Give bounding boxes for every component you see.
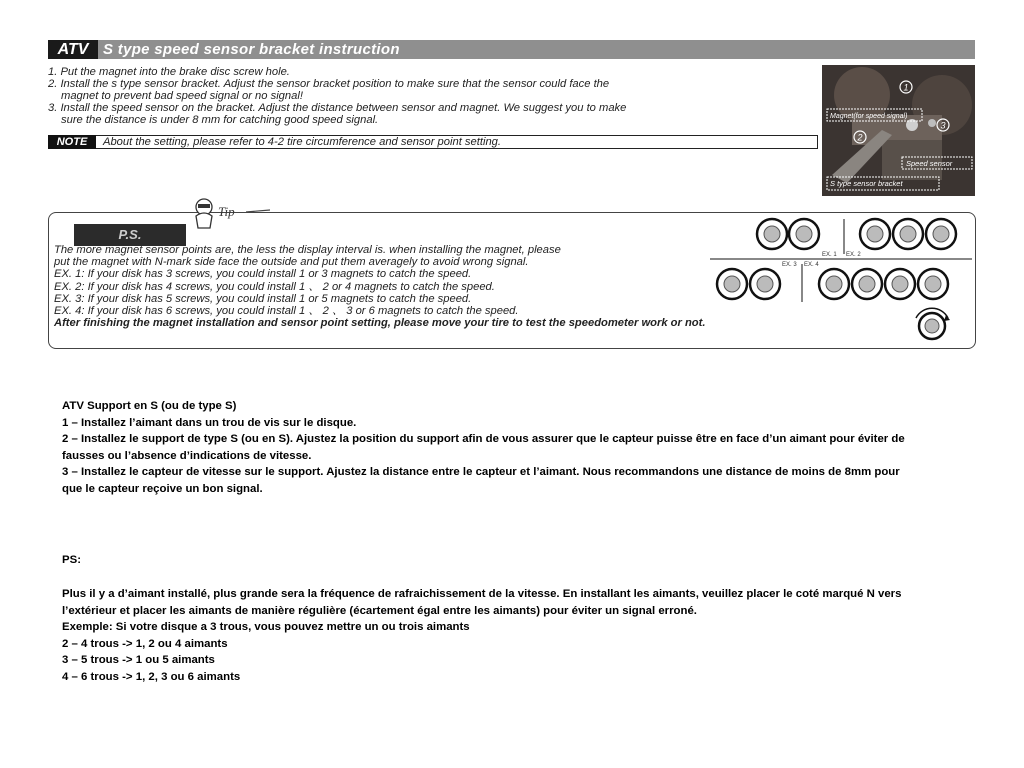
photo-label-bracket: S type sensor bracket	[830, 179, 903, 188]
step-3: 3. Install the speed sensor on the bracket. Adjust the distance between sensor and magnet. We suggest you to make	[48, 102, 627, 114]
mascot-text: Tip	[218, 204, 235, 219]
ps-ex-2: EX. 2: If your disk has 4 screws, you could install 1 、 2 or 4 magnets to catch the speed.	[54, 280, 495, 293]
french-section-2	[62, 586, 901, 685]
fr-example: Exemple: Si votre disque a 3 trous, vous pouvez mettre un ou trois aimants	[62, 621, 470, 633]
mascot-icon	[190, 196, 270, 230]
fr-ps-line-2: l’extérieur et placer les aimants de manière régulière (écartement égal entre les aimants) pour éviter un signal erroné.	[62, 604, 697, 617]
ps-line-2: put the magnet with N-mark side face the outside and put them averagely to avoid wrong signal.	[54, 256, 529, 269]
note-box	[48, 135, 818, 149]
instruction-title: S type speed sensor bracket instruction	[103, 41, 400, 58]
fr-step-1: 1 – Installez l’aimant dans un trou de vis sur le disque.	[62, 416, 357, 429]
ps-tag: P.S.	[74, 224, 186, 246]
photo-num-2: 2	[857, 132, 863, 143]
note-tag: NOTE	[48, 135, 96, 149]
note-text: About the setting, please refer to 4-2 tire circumference and sensor point setting.	[103, 136, 501, 148]
fr-ps-line-1: Plus il y a d’aimant installé, plus grande sera la fréquence de rafraichissement de la vitesse. En installant les aimants, veuillez placer le coté marqué N vers	[62, 588, 902, 600]
fr-step-2-cont: fausses ou l’absence d’indications de vitesse.	[62, 449, 312, 462]
fr-ex-4: 4 – 6 trous -> 1, 2, 3 ou 6 aimants	[62, 670, 241, 683]
step-3-cont: sure the distance is under 8 mm for catching good speed signal.	[61, 114, 379, 126]
ex-label-2: EX. 2	[846, 252, 861, 258]
fr-ex-3: 3 – 5 trous -> 1 ou 5 aimants	[62, 654, 215, 666]
ex-label-1: EX. 1	[822, 252, 837, 258]
fr-step-3-cont: que le capteur reçoive un bon signal.	[62, 482, 263, 495]
ps-ex-4: EX. 4: If your disk has 6 screws, you could install 1 、 2 、 3 or 6 magnets to catch the speed.	[54, 304, 519, 317]
fr-title: ATV Support en S (ou de type S)	[62, 400, 237, 412]
ps-ex-3: EX. 3: If your disk has 5 screws, you could install 1 or 5 magnets to catch the speed.	[54, 292, 472, 305]
french-section-1	[62, 398, 905, 497]
photo-label-magnet: Magnet(for speed signal)	[830, 113, 908, 120]
ex-label-4: EX. 4	[804, 262, 819, 268]
fr-step-2: 2 – Installez le support de type S (ou en S). Ajustez la position du support afin de vous assurer que le capteur puisse être en face d’un aimant pour éviter de	[62, 433, 905, 445]
disk-diagrams	[710, 214, 972, 344]
photo-num-3: 3	[940, 120, 946, 131]
fr-ex-2: 2 – 4 trous -> 1, 2 ou 4 aimants	[62, 637, 228, 650]
ps-final: After finishing the magnet installation and sensor point setting, please move your tire to test the speedometer work or not.	[54, 317, 706, 330]
photo-num-1: 1	[903, 82, 909, 93]
fr-step-3: 3 – Installez le capteur de vitesse sur le support. Ajustez la distance entre le capteur et l’aimant. Nous recommandons une distance de moins de 8mm pour	[62, 466, 900, 478]
step-2-cont: magnet to prevent bad speed signal or no signal!	[61, 90, 303, 102]
atv-tag: ATV	[48, 40, 98, 59]
step-1: 1. Put the magnet into the brake disc screw hole.	[48, 66, 290, 78]
ps-line-1: The more magnet sensor points are, the less the display interval is. when installing the magnet, please	[54, 244, 561, 256]
fr-ps-label: PS:	[62, 554, 81, 566]
ex-label-3: EX. 3	[782, 262, 797, 268]
step-2: 2. Install the s type sensor bracket. Adjust the sensor bracket position to make sure that the sensor could face the	[48, 78, 610, 90]
ps-ex-1: EX. 1: If your disk has 3 screws, you could install 1 or 3 magnets to catch the speed.	[54, 268, 472, 281]
bracket-photo	[822, 65, 975, 196]
photo-label-sensor: Speed sensor	[906, 159, 953, 168]
instruction-header	[48, 40, 975, 59]
ps-english	[54, 244, 705, 329]
english-steps	[48, 66, 626, 126]
